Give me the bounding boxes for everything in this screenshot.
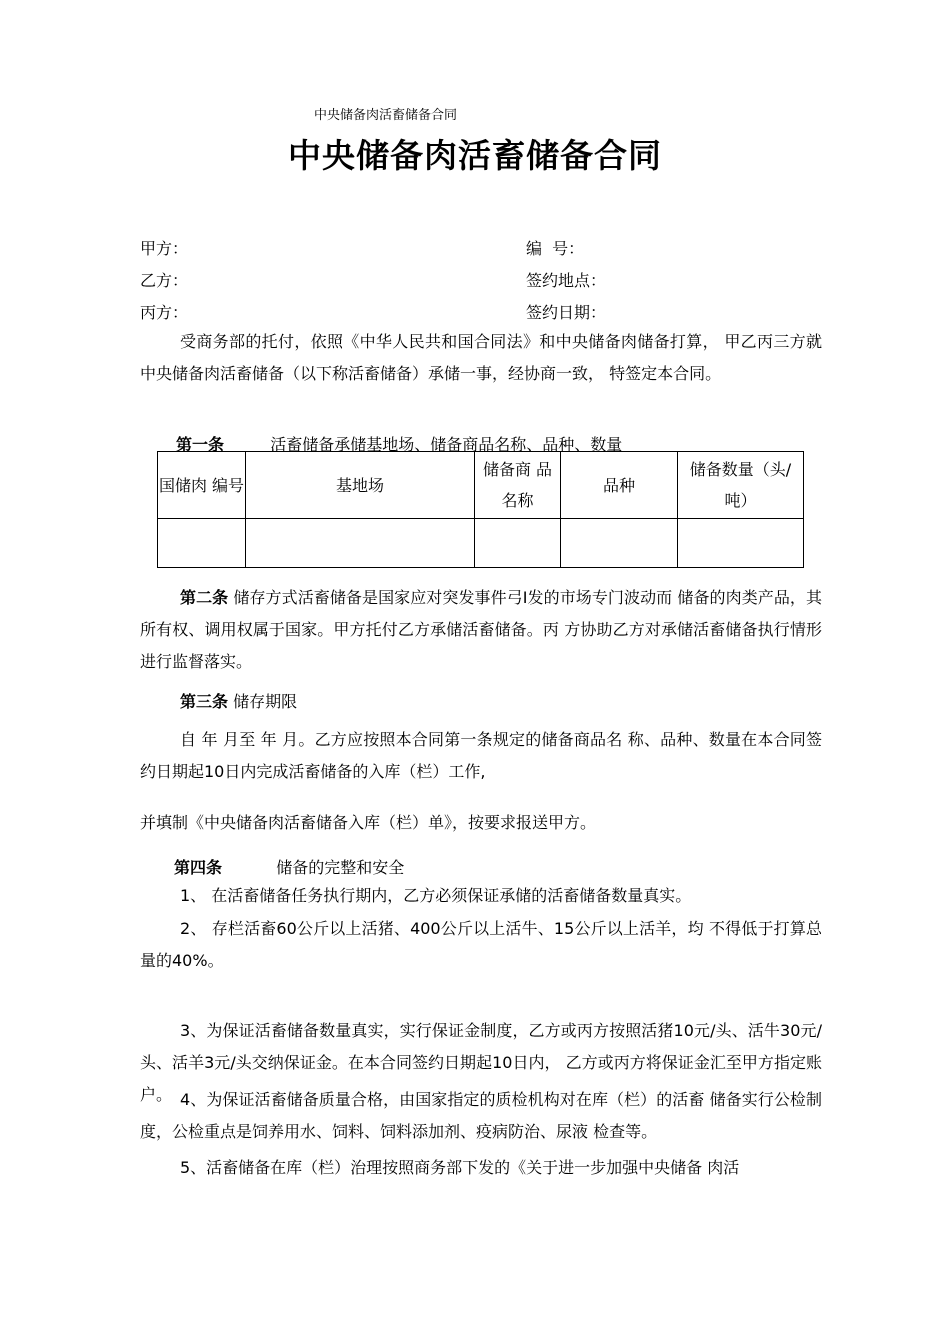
article4-item-1: 1、 在活畜储备任务执行期内，乙方必须保证承储的活畜储备数量真实。 — [180, 886, 692, 905]
article3-heading — [180, 689, 297, 712]
article4-item-3: 3、为保证活畜储备数量真实，实行保证金制度，乙方或丙方按照活猪10元/头、活牛30元/头、活羊3元/头交纳保证金。在本合同签约日期起10日内， 乙方或丙方将保证金汇至甲方指定账户。 — [140, 1021, 822, 1104]
header-cell-variety: 品种 — [561, 452, 678, 519]
header-cell-number: 国储肉 编号 — [158, 452, 246, 519]
article4-item-5: 5、活畜储备在库（栏）治理按照商务部下发的《关于进一步加强中央储备 肉活 — [180, 1158, 740, 1177]
article4-item-2: 2、 存栏活畜60公斤以上活猪、400公斤以上活牛、15公斤以上活羊，均 不得低于打算总量的40%。 — [140, 919, 822, 970]
article3-paragraph: 自 年 月至 年 月。乙方应按照本合同第一条规定的储备商品名 称、品种、数量在本合同签约日期起10日内完成活畜储备的入库（栏）工作, — [140, 730, 822, 781]
article2-text: 储存方式活畜储备是国家应对突发事件弓I发的市场专门波动而 储备的肉类产品，其所有权、调用权属于国家。甲方托付乙方承储活畜储备。丙 方协助乙方对承储活畜储备执行情形进行监督落实。 — [140, 588, 822, 671]
article2-paragraph — [140, 582, 822, 678]
party-b-label: 乙方： — [140, 271, 189, 290]
article4-label: 第四条 — [174, 858, 223, 877]
article3-label: 第三条 — [180, 692, 229, 711]
article1-label: 第一条 — [176, 435, 225, 454]
article3-paragraph-cont: 并填制《中央储备肉活畜储备入库（栏）单》，按要求报送甲方。 — [140, 813, 597, 832]
table-header-row — [158, 452, 804, 519]
table-cell — [158, 519, 246, 568]
article4-heading — [174, 855, 404, 878]
page-title: 中央储备肉活畜储备合同 — [288, 136, 662, 175]
party-c-label: 丙方： — [140, 303, 189, 322]
article3-title: 储存期限 — [233, 692, 298, 711]
table-row — [158, 519, 804, 568]
table-cell — [475, 519, 561, 568]
article4-title: 储备的完整和安全 — [276, 858, 405, 877]
header-cell-base: 基地场 — [246, 452, 475, 519]
article2-label: 第二条 — [180, 588, 229, 607]
signing-place-label: 签约地点： — [526, 271, 607, 290]
intro-paragraph: 受商务部的托付，依照《中华人民共和国合同法》和中央储备肉储备打算， 甲乙丙三方就中央储备肉活畜储备（以下称活畜储备）承储一事，经协商一致， 特签定本合同。 — [140, 332, 822, 383]
header-small-title: 中央储备肉活畜储备合同 — [314, 108, 458, 123]
goods-table — [157, 451, 804, 568]
table-cell — [246, 519, 475, 568]
header-cell-goods-name: 储备商 品名称 — [475, 452, 561, 519]
party-a-label: 甲方： — [140, 239, 189, 258]
article1-title: 活畜储备承储基地场、储备商品名称、品种、数量 — [270, 435, 623, 454]
article4-item-4: 4、为保证活畜储备质量合格，由国家指定的质检机构对在库（栏）的活畜 储备实行公检制度，公检重点是饲养用水、饲料、饲料添加剂、疫病防治、尿液 检查等。 — [140, 1090, 822, 1141]
table-cell — [561, 519, 678, 568]
signing-date-label: 签约日期： — [526, 303, 607, 322]
header-cell-quantity: 储备数量（头/吨） — [678, 452, 804, 519]
contract-number-label: 编 号： — [526, 239, 585, 258]
table-cell — [678, 519, 804, 568]
